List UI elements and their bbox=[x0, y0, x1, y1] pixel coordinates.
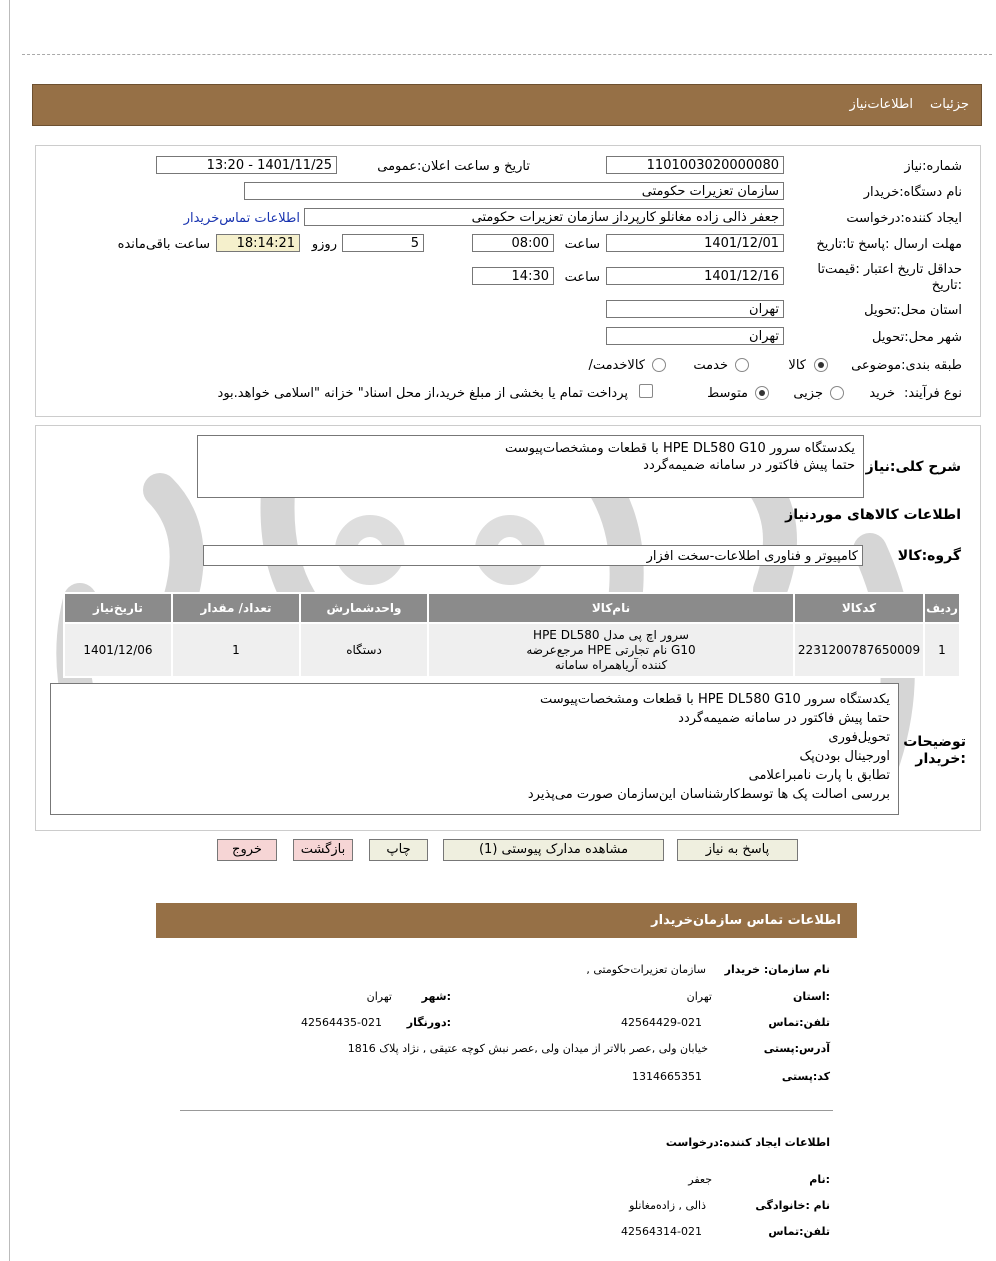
creator-name-label: :نام bbox=[809, 1173, 830, 1186]
city-label: شهر محل:تحویل bbox=[872, 330, 962, 345]
col-date: تاریخ‌نیاز bbox=[64, 593, 172, 623]
category-service-label: خدمت bbox=[693, 358, 728, 373]
reply-button[interactable]: پاسخ به نیاز bbox=[677, 839, 798, 861]
cell-date: 1401/12/06 bbox=[64, 623, 172, 677]
deadline-time-field: 08:00 bbox=[472, 234, 554, 252]
creator-phone-value: 42564314-021 bbox=[621, 1225, 702, 1238]
category-label: طبقه بندی:موضوعی bbox=[851, 358, 962, 373]
contact-postal-value: 1314665351 bbox=[632, 1070, 702, 1083]
buyer-notes-label-1: توضیحات bbox=[903, 734, 966, 750]
category-service-radio[interactable] bbox=[735, 358, 749, 372]
province-field: تهران bbox=[606, 300, 784, 318]
cell-name-line-2: G10 نام تجارتی HPE مرجع‌عرضه bbox=[526, 642, 696, 657]
process-medium-radio[interactable] bbox=[755, 386, 769, 400]
cell-row: 1 bbox=[924, 623, 960, 677]
buyer-note-line-3: تحویل‌فوری bbox=[828, 730, 890, 745]
view-documents-button[interactable]: مشاهده مدارک پیوستی (1) bbox=[443, 839, 664, 861]
buyer-note-line-4: اورجینال بودن‌پک bbox=[799, 749, 890, 764]
deadline-date-field: 1401/12/01 bbox=[606, 234, 784, 252]
category-goods-label: کالا bbox=[788, 358, 806, 373]
contact-postal-label: کد:پستی bbox=[781, 1070, 830, 1083]
top-tab-bar bbox=[32, 84, 982, 126]
summary-line-2: حتما پیش فاکتور در سامانه ضمیمه‌گردد bbox=[643, 458, 855, 473]
days-field: 5 bbox=[342, 234, 424, 252]
buyer-note-line-2: حتما پیش فاکتور در سامانه ضمیمه‌گردد bbox=[678, 711, 890, 726]
col-row: ردیف bbox=[924, 593, 960, 623]
creator-label: ایجاد کننده:درخواست bbox=[846, 211, 962, 226]
announce-field: 1401/11/25 - 13:20 bbox=[156, 156, 337, 174]
category-both-label: کالاخدمت/ bbox=[588, 358, 645, 373]
buyer-org-label: نام دستگاه:خریدار bbox=[863, 185, 962, 200]
process-minor-radio[interactable] bbox=[830, 386, 844, 400]
contact-divider bbox=[180, 1110, 833, 1111]
province-label: استان محل:تحویل bbox=[864, 303, 962, 318]
payment-checkbox[interactable] bbox=[639, 384, 653, 398]
deadline-time-label: ساعت bbox=[564, 237, 600, 252]
buyer-contact-title: اطلاعات تماس سازمان‌خریدار bbox=[651, 913, 841, 928]
dashed-separator bbox=[22, 54, 992, 55]
cell-unit: دستگاه bbox=[300, 623, 428, 677]
need-number-label: شماره:نیاز bbox=[904, 159, 962, 174]
process-buy-label: خرید bbox=[869, 386, 895, 401]
buyer-note-line-1: یکدستگاه سرور HPE DL580 G10 با قطعات ومشخصات‌پیوست bbox=[539, 692, 890, 707]
contact-fax-label: :دورنگار bbox=[406, 1016, 451, 1029]
goods-section-title: اطلاعات کالاهای موردنیاز bbox=[785, 507, 961, 523]
validity-label-1: حداقل تاریخ اعتبار :قیمت‌تا bbox=[817, 262, 962, 277]
contact-city-label: :شهر bbox=[421, 990, 451, 1003]
validity-time-label: ساعت bbox=[564, 270, 600, 285]
announce-label: تاریخ و ساعت اعلان:عمومی bbox=[377, 159, 530, 174]
buyer-contact-link[interactable]: اطلاعات تماس‌خریدار bbox=[183, 211, 300, 226]
table-row bbox=[64, 623, 960, 677]
tab-details[interactable]: جزئیات bbox=[930, 97, 969, 112]
col-qty: تعداد/ مقدار bbox=[172, 593, 300, 623]
contact-address-label: آدرس:پستی bbox=[763, 1042, 830, 1055]
need-number-field: 1101003020000080 bbox=[606, 156, 784, 174]
contact-address-value: خیابان ولی ,عصر بالاتر از میدان ولی ,عصر نبش کوچه عتیقی , نژاد پلاک 1816 bbox=[347, 1042, 708, 1055]
remaining-label: ساعت باقی‌مانده bbox=[117, 237, 210, 252]
col-unit: واحدشمارش bbox=[300, 593, 428, 623]
creator-family-label: نام :خانوادگی bbox=[755, 1199, 830, 1212]
goods-group-label: گروه:کالا bbox=[897, 548, 961, 564]
contact-province-label: :استان bbox=[793, 990, 830, 1003]
validity-time-field: 14:30 bbox=[472, 267, 554, 285]
cell-code: 2231200787650009 bbox=[794, 623, 924, 677]
col-name: نام‌کالا bbox=[428, 593, 794, 623]
exit-button[interactable]: خروج bbox=[217, 839, 277, 861]
contact-phone-value: 42564429-021 bbox=[621, 1016, 702, 1029]
cell-name bbox=[428, 623, 794, 677]
buyer-notes-box bbox=[50, 683, 899, 815]
goods-table-header bbox=[64, 593, 960, 623]
goods-group-field: کامپیوتر و فناوری اطلاعات-سخت افزار bbox=[203, 545, 863, 566]
city-field: تهران bbox=[606, 327, 784, 345]
buyer-contact-header bbox=[156, 903, 857, 938]
goods-table bbox=[63, 592, 961, 678]
days-label: روزو bbox=[311, 237, 337, 252]
creator-name-value: جعفر bbox=[688, 1173, 712, 1186]
buyer-org-field: سازمان تعزیرات حکومتی bbox=[244, 182, 784, 200]
remaining-time-field: 18:14:21 bbox=[216, 234, 300, 252]
process-label: نوع فرآیند: bbox=[904, 386, 962, 401]
cell-name-line-3: کننده آریاهمراه سامانه bbox=[554, 657, 668, 672]
contact-city-value: تهران bbox=[366, 990, 392, 1003]
contact-province-value: تهران bbox=[686, 990, 712, 1003]
process-minor-label: جزیی bbox=[793, 386, 823, 401]
contact-phone-label: تلفن:تماس bbox=[768, 1016, 830, 1029]
cell-name-line-1: سرور اچ پی مدل HPE DL580 bbox=[533, 627, 689, 642]
creator-field: جعفر ذالی زاده مغانلو کارپرداز سازمان تعزیرات حکومتی bbox=[304, 208, 784, 226]
print-button[interactable]: چاپ bbox=[369, 839, 428, 861]
buyer-note-line-6: بررسی اصالت پک ها توسط‌کارشناسان این‌سازمان صورت می‌پذیرد bbox=[527, 787, 890, 802]
cell-qty: 1 bbox=[172, 623, 300, 677]
deadline-label: مهلت ارسال :پاسخ تا:تاریخ bbox=[816, 237, 962, 252]
need-info-panel bbox=[35, 145, 981, 417]
back-button[interactable]: بازگشت bbox=[293, 839, 353, 861]
validity-date-field: 1401/12/16 bbox=[606, 267, 784, 285]
category-both-radio[interactable] bbox=[652, 358, 666, 372]
creator-info-title: اطلاعات ایجاد کننده:درخواست bbox=[665, 1136, 830, 1149]
contact-fax-value: 42564435-021 bbox=[301, 1016, 382, 1029]
process-medium-label: متوسط bbox=[707, 386, 748, 401]
payment-note: پرداخت تمام یا بخشی از مبلغ خرید،از محل اسناد" خزانه "اسلامی خواهد.بود bbox=[217, 386, 628, 401]
contact-org-value: سازمان تعزیرات‌حکومتی , bbox=[586, 963, 706, 976]
buyer-note-line-5: تطابق با پارت نامبراعلامی bbox=[748, 768, 890, 783]
category-goods-radio[interactable] bbox=[814, 358, 828, 372]
summary-label: شرح کلی:نیاز bbox=[865, 459, 961, 475]
validity-label-2: :تاریخ bbox=[931, 278, 962, 293]
summary-line-1: یکدستگاه سرور HPE DL580 G10 با قطعات ومشخصات‌پیوست bbox=[504, 441, 855, 456]
creator-phone-label: تلفن:تماس bbox=[768, 1225, 830, 1238]
tab-need-info[interactable]: اطلاعات‌نیاز bbox=[849, 97, 913, 112]
left-border-line bbox=[9, 0, 10, 1261]
creator-family-value: ذالی , زاده‌مغانلو bbox=[629, 1199, 706, 1212]
summary-box bbox=[197, 435, 864, 498]
contact-org-label: نام سازمان: خریدار bbox=[724, 963, 830, 976]
buyer-notes-label-2: :خریدار bbox=[915, 751, 966, 767]
col-code: کدکالا bbox=[794, 593, 924, 623]
